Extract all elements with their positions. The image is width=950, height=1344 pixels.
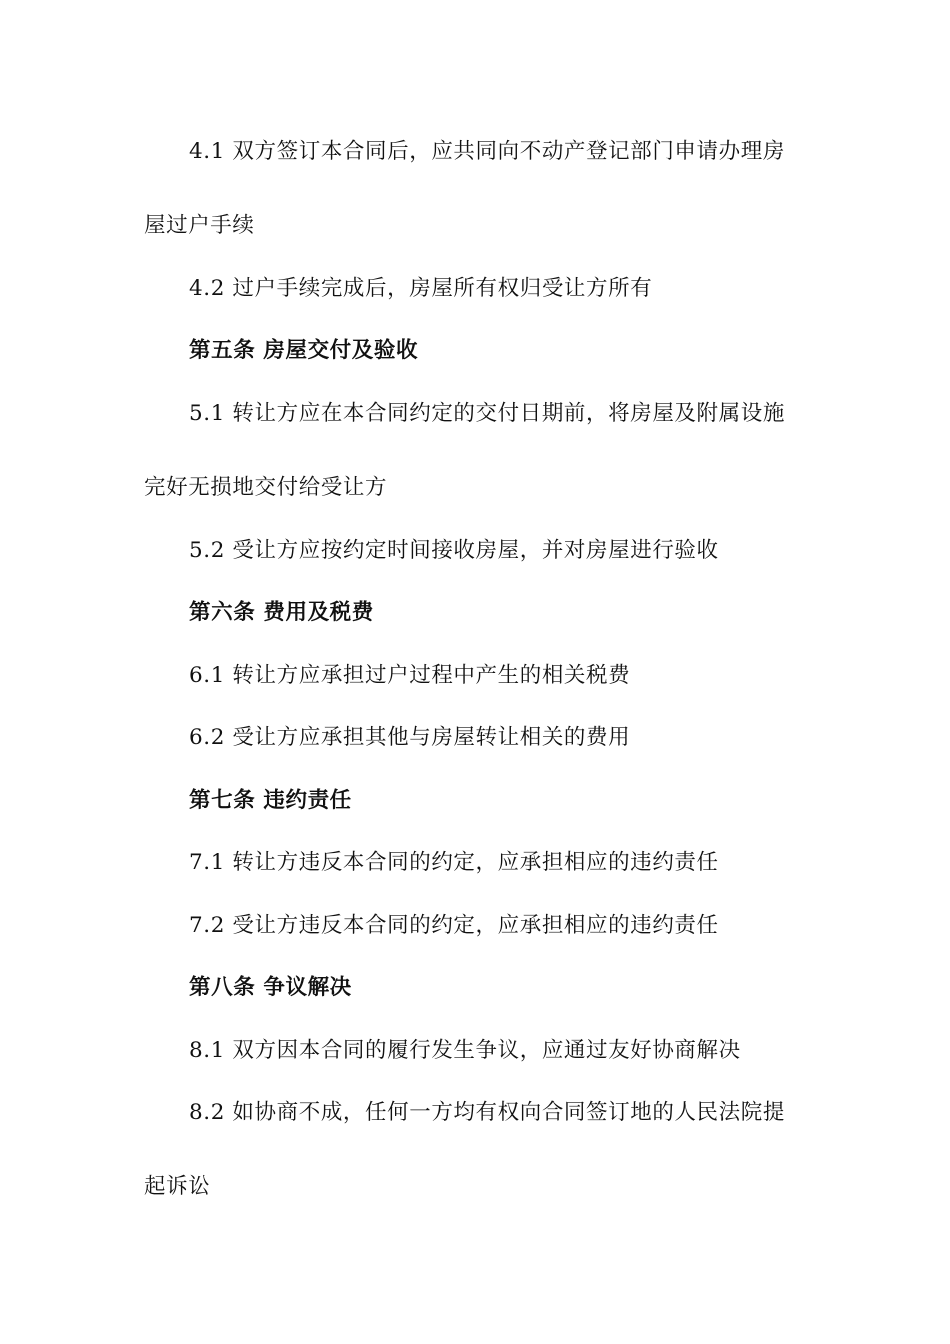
clause-8-2-line-1: 8.2 如协商不成，任何一方均有权向合同签订地的人民法院提 — [189, 1100, 785, 1125]
clause-8-1: 8.1 双方因本合同的履行发生争议，应通过友好协商解决 — [189, 1038, 741, 1063]
article-5-heading: 第五条 房屋交付及验收 — [189, 338, 419, 363]
clause-7-2: 7.2 受让方违反本合同的约定，应承担相应的违约责任 — [189, 913, 719, 938]
clause-8-2-line-2: 起诉讼 — [144, 1174, 211, 1199]
clause-4-2: 4.2 过户手续完成后，房屋所有权归受让方所有 — [189, 276, 653, 301]
article-7-heading: 第七条 违约责任 — [189, 788, 352, 813]
clause-7-1: 7.1 转让方违反本合同的约定，应承担相应的违约责任 — [189, 850, 719, 875]
article-6-heading: 第六条 费用及税费 — [189, 600, 374, 625]
clause-5-1-line-1: 5.1 转让方应在本合同约定的交付日期前，将房屋及附属设施 — [189, 401, 785, 426]
clause-5-2: 5.2 受让方应按约定时间接收房屋，并对房屋进行验收 — [189, 538, 719, 563]
clause-6-1: 6.1 转让方应承担过户过程中产生的相关税费 — [189, 663, 631, 688]
clause-4-1-line-2: 屋过户手续 — [144, 213, 255, 238]
clause-6-2: 6.2 受让方应承担其他与房屋转让相关的费用 — [189, 725, 631, 750]
clause-4-1-line-1: 4.1 双方签订本合同后，应共同向不动产登记部门申请办理房 — [189, 139, 785, 164]
article-8-heading: 第八条 争议解决 — [189, 975, 352, 1000]
clause-5-1-line-2: 完好无损地交付给受让方 — [144, 475, 388, 500]
